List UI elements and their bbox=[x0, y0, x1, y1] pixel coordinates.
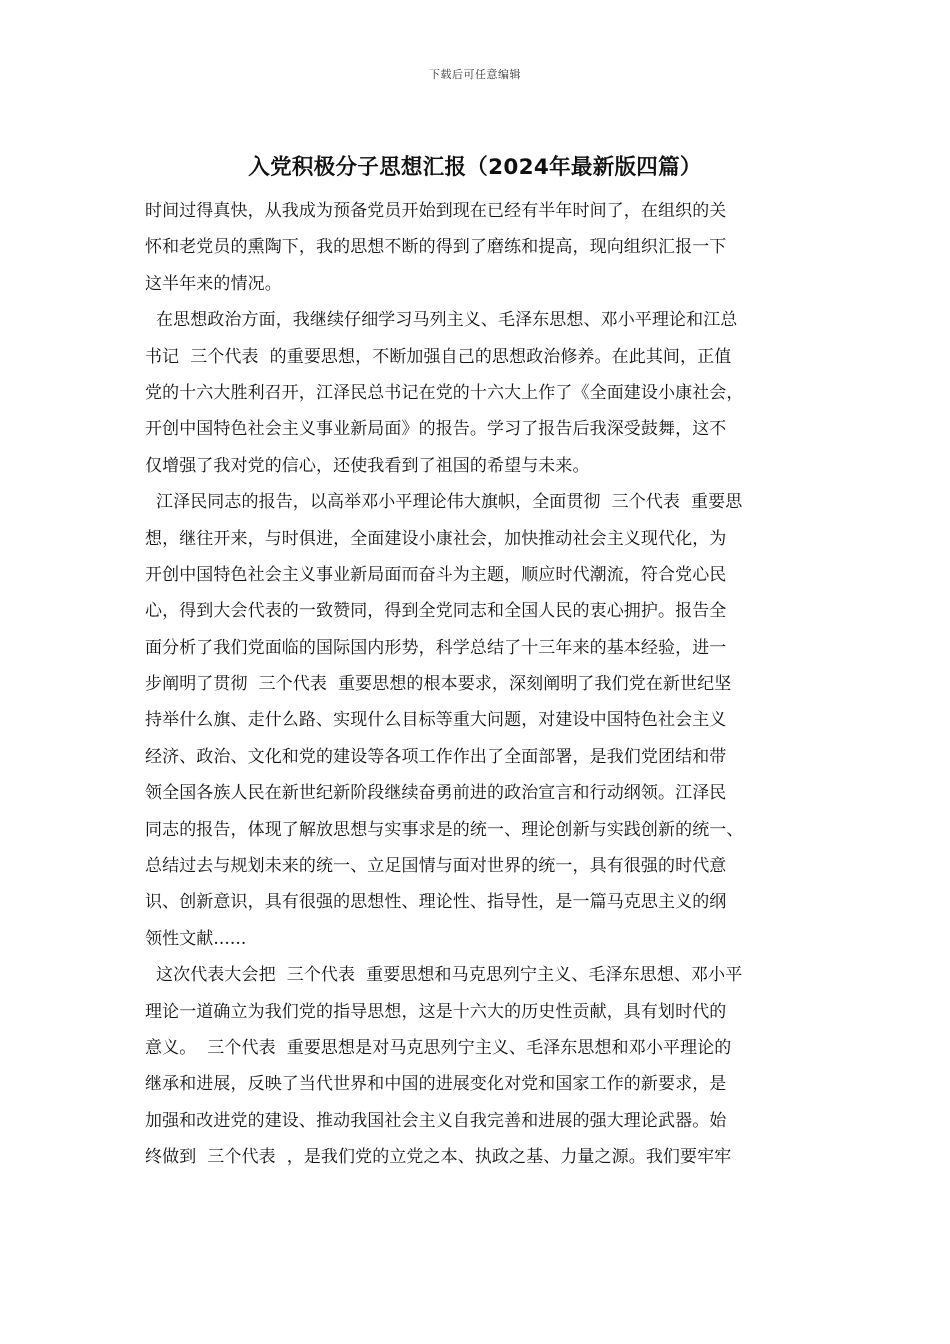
body-line: 同志的报告，体现了解放思想与实事求是的统一、理论创新与实践创新的统一、 bbox=[145, 819, 744, 840]
body-line: 终做到 三个代表 ，是我们党的立党之本、执政之基、力量之源。我们要牢牢 bbox=[145, 1147, 732, 1168]
body-line: 经济、政治、文化和党的建设等各项工作作出了全面部署，是我们党团结和带 bbox=[145, 746, 727, 767]
page-header-note: 下载后可任意编辑 bbox=[429, 68, 521, 81]
body-line: 继承和进展，反映了当代世界和中国的进展变化对党和国家工作的新要求，是 bbox=[145, 1074, 727, 1095]
body-line: 想，继往开来，与时俱进，全面建设小康社会，加快推动社会主义现代化，为 bbox=[145, 528, 727, 549]
body-line: 步阐明了贯彻 三个代表 重要思想的根本要求，深刻阐明了我们党在新世纪坚 bbox=[145, 674, 732, 695]
document-title: 入党积极分子思想汇报（2024年最新版四篇） bbox=[248, 155, 702, 180]
document-body bbox=[145, 193, 810, 1176]
body-line: 总结过去与规划未来的统一、立足国情与面对世界的统一，具有很强的时代意 bbox=[145, 856, 727, 877]
body-line: 理论一道确立为我们党的指导思想，这是十六大的历史性贡献，具有划时代的 bbox=[145, 1001, 727, 1022]
body-line: 面分析了我们党面临的国际国内形势，科学总结了十三年来的基本经验，进一 bbox=[145, 637, 727, 658]
body-line: 怀和老党员的熏陶下，我的思想不断的得到了磨练和提高，现向组织汇报一下 bbox=[145, 237, 727, 258]
body-line: 心，得到大会代表的一致赞同，得到全党同志和全国人民的衷心拥护。报告全 bbox=[145, 601, 727, 622]
body-line: 书记 三个代表 的重要思想，不断加强自己的思想政治修养。在此其间，正值 bbox=[145, 346, 732, 367]
body-line: 在思想政治方面，我继续仔细学习马列主义、毛泽东思想、邓小平理论和江总 bbox=[145, 310, 738, 331]
body-line: 识、创新意识，具有很强的思想性、理论性、指导性，是一篇马克思主义的纲 bbox=[145, 892, 727, 913]
body-line: 持举什么旗、走什么路、实现什么目标等重大问题，对建设中国特色社会主义 bbox=[145, 710, 727, 731]
body-line: 这半年来的情况。 bbox=[145, 273, 282, 294]
body-line: 开创中国特色社会主义事业新局面而奋斗为主题，顺应时代潮流，符合党心民 bbox=[145, 564, 727, 585]
body-line: 加强和改进党的建设、推动我国社会主义自我完善和进展的强大理论武器。始 bbox=[145, 1110, 727, 1131]
body-line: 仅增强了我对党的信心，还使我看到了祖国的希望与未来。 bbox=[145, 455, 590, 476]
body-line: 领性文献...... bbox=[145, 928, 247, 949]
body-line: 这次代表大会把 三个代表 重要思想和马克思列宁主义、毛泽东思想、邓小平 bbox=[145, 965, 743, 986]
body-line: 江泽民同志的报告，以高举邓小平理论伟大旗帜，全面贯彻 三个代表 重要思 bbox=[145, 492, 743, 513]
body-line: 开创中国特色社会主义事业新局面》的报告。学习了报告后我深受鼓舞，这不 bbox=[145, 419, 727, 440]
body-line: 时间过得真快，从我成为预备党员开始到现在已经有半年时间了，在组织的关 bbox=[145, 201, 727, 221]
body-line: 意义。 三个代表 重要思想是对马克思列宁主义、毛泽东思想和邓小平理论的 bbox=[145, 1037, 732, 1058]
body-line: 党的十六大胜利召开，江泽民总书记在党的十六大上作了《全面建设小康社会， bbox=[145, 382, 744, 403]
body-line: 领全国各族人民在新世纪新阶段继续奋勇前进的政治宣言和行动纲领。江泽民 bbox=[145, 783, 727, 804]
